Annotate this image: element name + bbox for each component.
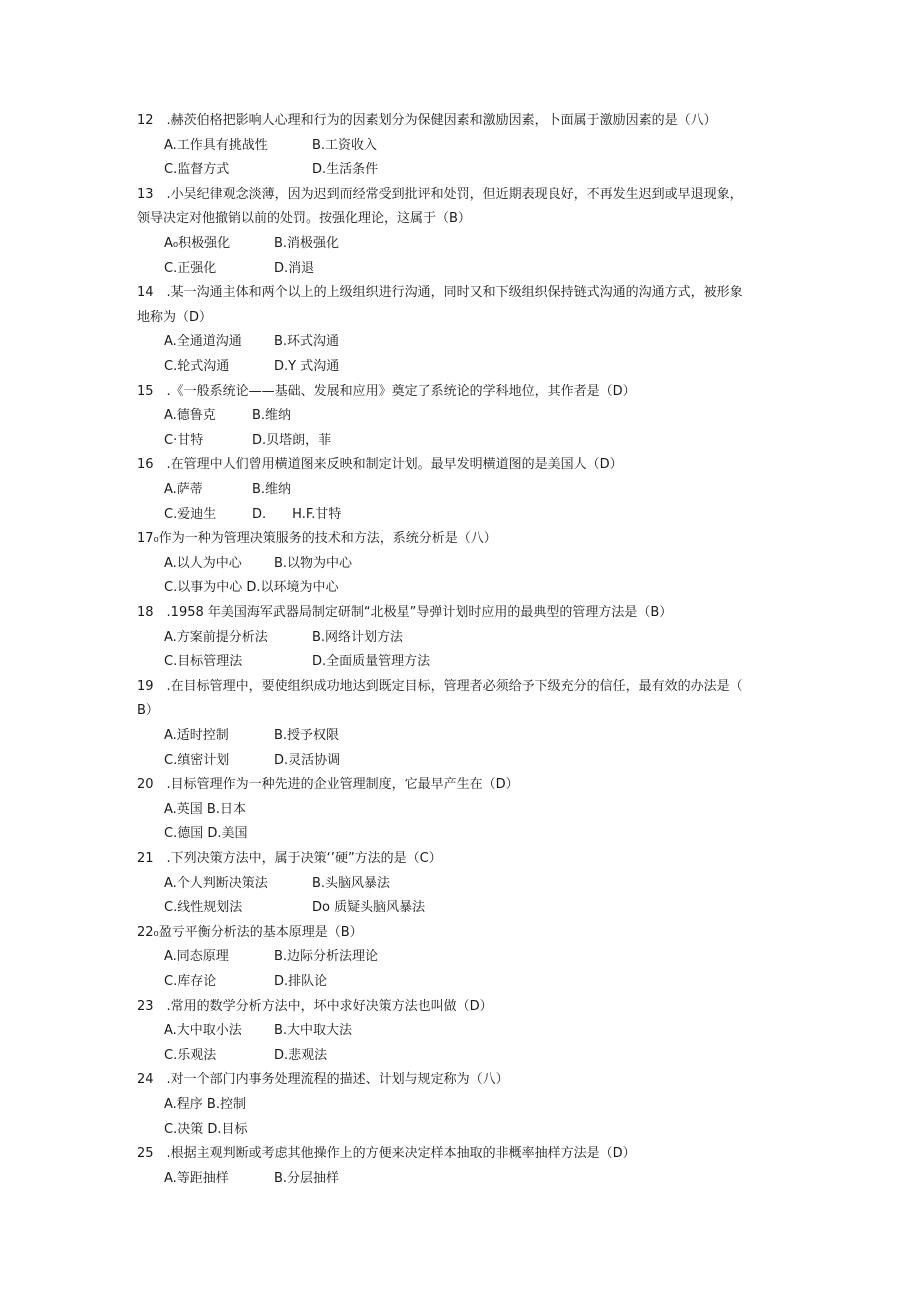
answer-option: A.以人为中心 (164, 555, 242, 571)
question-text: 22₀盈亏平衡分析法的基本原理是（B） (137, 924, 363, 940)
answer-option: D.生活条件 (312, 162, 379, 178)
answer-option: A.方案前提分析法 (164, 629, 268, 645)
answer-option: A.同态原理 (164, 949, 229, 965)
answer-option: C.库存论 (164, 974, 217, 989)
answer-option: A₀积极强化 (164, 236, 231, 251)
answer-option: A.等距抽样 (164, 1170, 229, 1186)
answer-option: B.消极强化 (274, 236, 340, 251)
question-text-continued: 地称为（D） (137, 309, 213, 325)
answer-option: D.灵活协调 (274, 752, 341, 768)
answer-option: D.消退 (274, 260, 315, 276)
answer-option: B.分层抽样 (274, 1170, 340, 1186)
answer-option: C.决策 D.目标 (164, 1121, 248, 1137)
answer-option: D.悲观法 (274, 1047, 328, 1063)
answer-option: C.正强化 (164, 260, 217, 276)
answer-option: A.工作具有挑战性 (164, 137, 268, 153)
answer-option: A.个人判断决策法 (164, 875, 268, 891)
question-text: 17₀作为一种为管理决策服务的技术和方法，系统分析是（八） (137, 531, 497, 547)
answer-option: B.网络计划方法 (312, 629, 404, 645)
answer-option: B.头脑风暴法 (312, 875, 391, 891)
answer-option: B.维纳 (252, 408, 292, 424)
question-text: 16 .在管理中人们曾用横道图来反映和制定计划。最早发明横道图的是美国人（D） (137, 457, 623, 473)
question-text: 19 .在目标管理中，要使组织成功地达到既定目标，管理者必须给予下级充分的信任，最有效的办法是（ (137, 678, 743, 694)
answer-option: B.边际分析法理论 (274, 949, 379, 965)
question-text: 21 .下列决策方法中，属于决策‘’硬”方法的是（C） (137, 851, 442, 866)
answer-option: A.适时控制 (164, 728, 229, 743)
answer-option: C.缜密计划 (164, 752, 230, 768)
answer-option: C·甘特 (164, 432, 204, 448)
answer-option: A.全通道沟通 (164, 334, 242, 350)
answer-option: Do 质疑头脑风暴法 (312, 900, 426, 916)
answer-option: B.工资收入 (312, 137, 378, 153)
question-text: 12 .赫茨伯格把影响人心理和行为的因素划分为保健因素和激励因素，卜面属于激励因素的是（八） (137, 113, 717, 128)
answer-option: B.环式沟通 (274, 334, 340, 350)
answer-option: D.全面质量管理方法 (312, 654, 431, 670)
question-text: 23 .常用的数学分析方法中，坏中求好决策方法也叫做（D） (137, 998, 493, 1014)
question-text: 13 .小吴纪律观念淡薄，因为迟到而经常受到批评和处罚，但近期表现良好，不再发生迟到或早退现象， (137, 186, 743, 202)
answer-option: C.爱迪生 (164, 506, 217, 522)
answer-option: C.目标管理法 (164, 654, 243, 670)
answer-option: A.大中取小法 (164, 1023, 242, 1039)
answer-option: D.贝塔朗，菲 (252, 432, 332, 448)
answer-option: D.排队论 (274, 974, 328, 989)
answer-option: C.以事为中心 D.以环境为中心 (164, 580, 339, 596)
answer-option: B.授予权限 (274, 728, 340, 743)
answer-option: A.德鲁克 (164, 408, 216, 424)
answer-option: B.以物为中心 (274, 555, 353, 571)
question-text: 18 .1958 年美国海军武器局制定研制“北极星”导弹计划时应用的最典型的管理方法是（B） (137, 605, 673, 620)
answer-option: C.监督方式 (164, 162, 230, 178)
question-text: 15 .《一般系统论——基础、发展和应用》奠定了系统论的学科地位，其作者是（D） (137, 383, 636, 399)
question-text-continued: 领导决定对他撤销以前的处罚。按强化理论，这属于（B） (137, 211, 471, 227)
answer-option: C.乐观法 (164, 1047, 217, 1063)
question-text: 20 .目标管理作为一种先进的企业管理制度，它最早产生在（D） (137, 777, 519, 793)
answer-option: B.维纳 (252, 482, 292, 497)
question-text: 14 .某一沟通主体和两个以上的上级组织进行沟通，同时又和下级组织保持链式沟通的沟通方式，被形象 (137, 285, 743, 301)
answer-option: D.Y 式沟通 (274, 359, 340, 374)
answer-option: C.轮式沟通 (164, 359, 230, 374)
answer-option: B.大中取大法 (274, 1023, 353, 1039)
answer-option: C.线性规划法 (164, 900, 243, 916)
question-text: 24 .对一个部门内事务处理流程的描述、计划与规定称为（八） (137, 1072, 509, 1088)
answer-option: A.萨蒂 (164, 482, 203, 497)
question-text: 25 .根据主观判断或考虑其他操作上的方便来决定样本抽取的非概率抽样方法是（D） (137, 1146, 636, 1162)
answer-option: C.德国 D.美国 (164, 826, 248, 842)
question-text-continued: B） (137, 703, 159, 719)
answer-option: A.英国 B.日本 (164, 801, 246, 817)
answer-option: A.程序 B.控制 (164, 1097, 246, 1112)
answer-option: D. H.F.甘特 (252, 506, 342, 522)
